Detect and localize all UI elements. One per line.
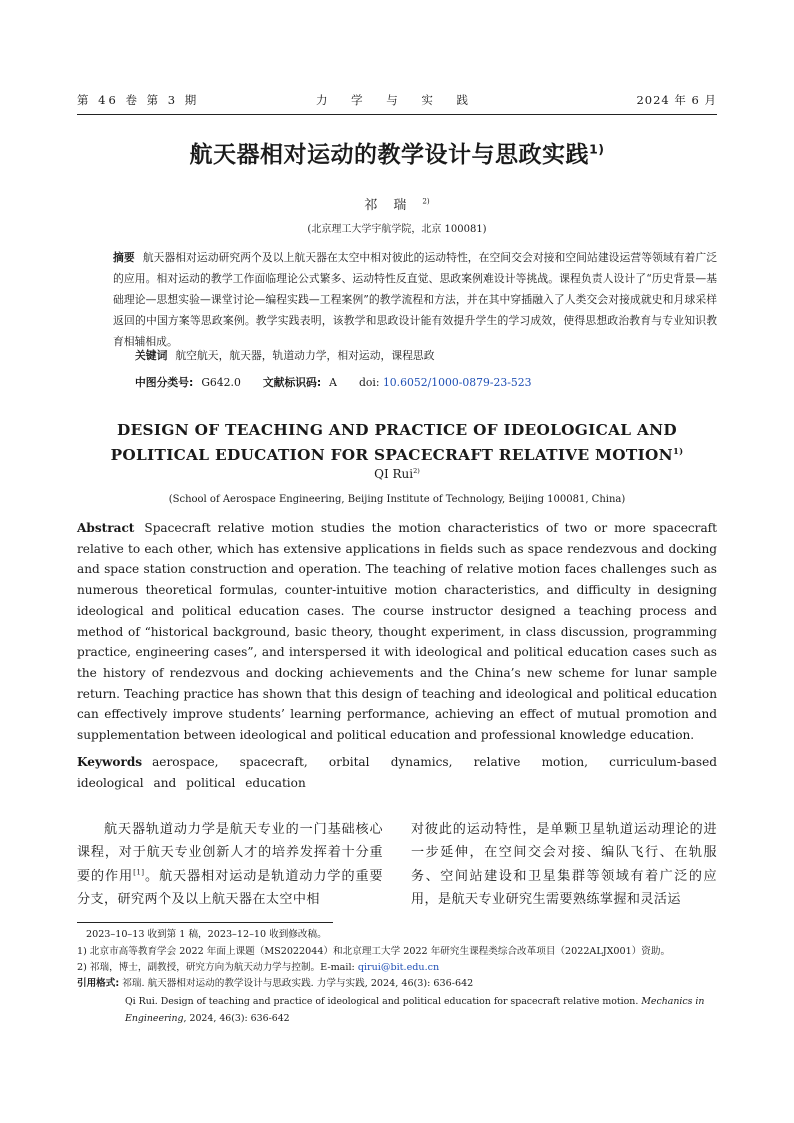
body-left-text-a: 航天器轨道动力学是航天专业的一门基础核心课程，对于航天专业创新人才的培养发挥着十分重要的作用 — [77, 822, 383, 884]
footnote-received: 2023–10–13 收到第 1 稿，2023–12–10 收到修改稿。 — [86, 929, 327, 940]
issue-info: 第 46 卷 第 3 期 — [77, 93, 200, 107]
doi-label: doi: — [358, 376, 380, 389]
author-chinese-name: 祁瑞 — [364, 198, 423, 213]
body-left-text-b: 。航天器相对运动是轨道动力学的重要分支，研究两个及以上航天器在太空中相 — [77, 868, 383, 907]
title-chinese — [77, 136, 717, 169]
author-chinese — [77, 194, 717, 213]
keywords-english-text: aerospace, spacecraft, orbital dynamics, relative motion, curriculum-based ideological and political education — [77, 755, 717, 790]
body-column-left — [77, 818, 383, 911]
title-footnote-mark: 1) — [588, 141, 605, 157]
footnote-author-text: 2) 祁瑞，博士，副教授，研究方向为航天动力学与控制。E-mail: — [77, 962, 355, 973]
footnote-citation-cn — [77, 977, 727, 991]
abstract-chinese — [113, 247, 717, 352]
title-english-line2-wrap — [77, 443, 717, 468]
title-english-footnote-mark: 1) — [672, 445, 684, 456]
keywords-english-label: Keywords — [77, 755, 143, 769]
footnote-fund: 1) 北京市高等教育学会 2022 年面上课题（MS2022044）和北京理工大学 2022 年研究生课程类综合改革项目（2022ALJX001）资助。 — [77, 946, 671, 957]
title-chinese-text: 航天器相对运动的教学设计与思政实践 — [189, 142, 589, 168]
keywords-english — [77, 752, 717, 793]
keywords-chinese-text: 航空航天，航天器，轨道动力学，相对运动，课程思政 — [175, 349, 435, 362]
journal-name: 力 学 与 实 践 — [315, 93, 479, 107]
author-english — [77, 467, 717, 481]
citation-volume: , 2024, 46(3): 636-642 — [183, 1012, 290, 1024]
doc-code-label: 文献标识码: — [262, 376, 322, 389]
citation-ref[interactable]: [1] — [133, 867, 145, 877]
clc-value: G642.0 — [201, 376, 241, 389]
doc-code-value: A — [329, 376, 337, 389]
title-english-line2: POLITICAL EDUCATION FOR SPACECRAFT RELATIVE MOTION — [110, 446, 673, 464]
abstract-english-text: Spacecraft relative motion studies the motion characteristics of two or more spacecraft relative to each other, which has extensive applications in fields such as space rendezvous and docking and space station construction and operation. The teaching of relative motion faces challenges such as numerous theoretical formulas, counter-intuitive motion characteristics, and difficulty in designing ideological and political education cases. The course instructor designed a teaching process and method of “historical background, basic theory, thought experiment, in class discussion, programming practice, engineering cases”, and interspersed it with ideological and political education cases such as the history of rendezvous and docking achievements and the China’s new scheme for lunar sample return. Teaching practice has shown that this design of teaching and ideological and political education can effectively improve students’ learning performance, achieving an effect of mutual promotion and supplementation between ideological and political education and professional knowledge education. — [77, 521, 717, 743]
footnote-author — [77, 961, 727, 975]
affiliation-chinese: (北京理工大学宇航学院，北京 100081) — [307, 224, 487, 235]
citation-journal: Mechanics in Engineering — [125, 996, 705, 1024]
doi-link[interactable]: 10.6052/1000-0879-23-523 — [382, 376, 532, 389]
abstract-english — [77, 518, 717, 746]
author-email-link[interactable]: qirui@bit.edu.cn — [357, 962, 440, 973]
abstract-chinese-text: 航天器相对运动研究两个及以上航天器在太空中相对彼此的运动特性，在空间交会对接和空间站建设运营等领域有着广泛的应用。相对运动的教学工作面临理论公式繁多、运动特性反直觉、思政案例难设计等挑战。课程负责人设计了“历史背景—基础理论—思想实验—课堂讨论—编程实践—工程案例”的教学流程和方法，并在其中穿插融入了人类交会对接成就史和月球采样返回的中国方案等思政案例。教学实践表明，该教学和思政设计能有效提升学生的学习成效，使得思想政治教育与专业知识教育相辅相成。 — [113, 251, 718, 348]
citation-chinese: 祁瑞. 航天器相对运动的教学设计与思政实践. 力学与实践, 2024, 46(3): 636-642 — [122, 978, 474, 989]
abstract-chinese-label: 摘要 — [113, 251, 135, 264]
header-rule — [77, 114, 717, 115]
keywords-chinese — [135, 348, 715, 363]
issue-date: 2024 年 6 月 — [636, 93, 717, 107]
title-english-line1: DESIGN OF TEACHING AND PRACTICE OF IDEOLOGICAL AND — [117, 421, 677, 439]
title-english — [77, 418, 717, 468]
affiliation-english: (School of Aerospace Engineering, Beijing Institute of Technology, Beijing 100081, China) — [168, 494, 626, 505]
classification-line — [135, 375, 715, 390]
author-english-name: QI Rui — [374, 467, 414, 481]
body-column-right: 对彼此的运动特性，是单颗卫星轨道运动理论的进一步延伸，在空间交会对接、编队飞行、在轨服务、空间站建设和卫星集群等领域有着广泛的应用，是航天专业研究生需要熟练掌握和灵活运 — [411, 822, 717, 907]
author-footnote-mark: 2) — [422, 196, 430, 206]
citation-english: Qi Rui. Design of teaching and practice of ideological and political education for spacecraft relative motion. — [125, 996, 639, 1007]
author-english-footnote-mark: 2) — [413, 467, 420, 475]
running-header — [77, 92, 717, 110]
abstract-english-label: Abstract — [77, 521, 135, 535]
footnote-citation-en — [125, 994, 717, 1027]
keywords-chinese-label: 关键词 — [135, 349, 168, 362]
citation-label: 引用格式: — [77, 978, 120, 989]
clc-label: 中图分类号: — [135, 376, 194, 389]
footnote-rule — [77, 922, 333, 923]
